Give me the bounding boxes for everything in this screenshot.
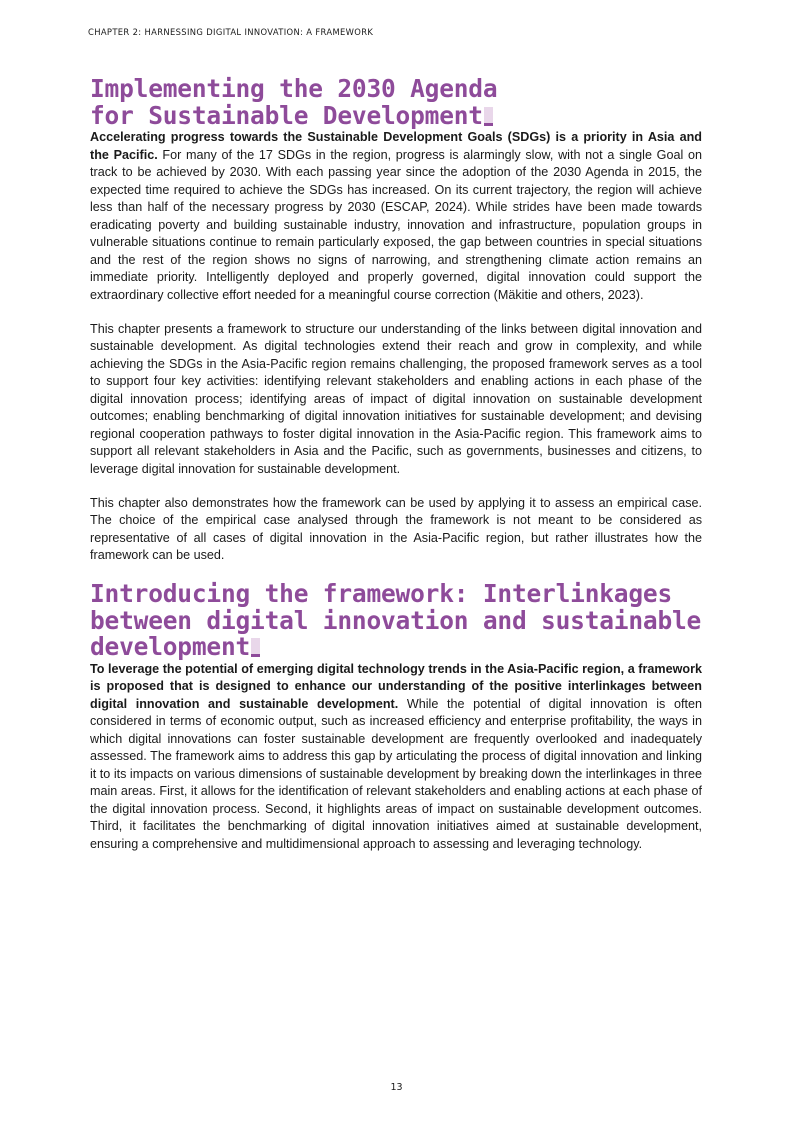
section-title-introducing-framework [90, 581, 702, 661]
section-title-implementing-agenda [90, 76, 702, 129]
section-title-text: for Sustainable Development [90, 100, 483, 130]
paragraph-body: While the potential of digital innovation is often considered in terms of economic output, such as increased efficiency and enterprise profitability, the ways in which digital innovations can foster sustainable development are frequently overlooked and inadequately assessed. The framework aims to address this gap by articulating the process of digital innovation and linking it to its impacts on various dimensions of sustainable development by breaking down the interlinkages in three main areas. First, it allows for the identification of relevant stakeholders and enabling actions at each phase of the digital innovation process. Second, it highlights areas of impact on sustainable development outcomes. Third, it facilitates the benchmarking of digital innovation initiatives aimed at sustainable development, ensuring a comprehensive and multidimensional approach to assessing and leveraging technology. [90, 696, 702, 851]
cursor-block-icon [251, 638, 260, 657]
page-content [90, 76, 702, 870]
paragraph-empirical-case: This chapter also demonstrates how the framework can be used by applying it to assess an empirical case. The choice of the empirical case analysed through the framework is not meant to be considered as representative of all cases of digital innovation in the Asia-Pacific region, but rather illustrates how the framework can be used. [90, 495, 702, 562]
section-title-line: Implementing the 2030 Agenda [90, 74, 498, 103]
paragraph-framework-interlinkages [90, 661, 702, 854]
running-header: CHAPTER 2: HARNESSING DIGITAL INNOVATION: A FRAMEWORK [88, 27, 374, 37]
section-title-line: between digital innovation and sustainable [90, 605, 702, 635]
section-title-line [90, 634, 702, 661]
page-number: 13 [390, 1082, 403, 1093]
paragraph-lead-bold: To leverage the potential of emerging digital technology trends in the Asia-Pacific region, a framework is proposed that is designed to enhance our understanding of the positive interlinkages between digital innovation and sustainable development. [90, 661, 702, 711]
cursor-block-icon [484, 107, 493, 126]
paragraph-lead-bold: Accelerating progress towards the Sustainable Development Goals (SDGs) is a priority in Asia and the Pacific. [90, 130, 702, 162]
paragraph-framework-purpose: This chapter presents a framework to structure our understanding of the links between digital innovation and sustainable development. As digital technologies extend their reach and grow in complexity, and while achieving the SDGs in the Asia-Pacific region remains challenging, the proposed framework serves as a tool to support four key activities: identifying relevant stakeholders and enabling actions in each phase of the digital innovation process; identifying areas of impact of digital innovation on sustainable development outcomes; enabling benchmarking of digital innovation initiatives for sustainable development; and devising regional cooperation pathways to foster digital innovation in the Asia-Pacific region. This framework aims to support all relevant stakeholders in Asia and the Pacific, such as governments, businesses and citizens, to leverage digital innovation for sustainable development. [90, 321, 702, 476]
paragraph-body: For many of the 17 SDGs in the region, progress is alarmingly slow, with not a single Goal on track to be achieved by 2030. With each passing year since the adoption of the 2030 Agenda in 2015, the expected time required to achieve the SDGs has increased. On its current trajectory, the region will achieve less than half of the necessary progress by 2030 (ESCAP, 2024). While strides have been made towards eradicating poverty and building sustainable industry, innovation and infrastructure, population groups in vulnerable situations continue to remain particularly exposed, the gap between countries in special situations and the rest of the region shows no signs of narrowing, and strengthening climate action remains an immediate priority. Intelligently deployed and properly governed, digital innovation could support the extraordinary collective effort needed for a meaningful course correction (Mäkitie and others, 2023). [90, 147, 702, 302]
paragraph-sdg-priority [90, 129, 702, 304]
section-title-line: Introducing the framework: Interlinkages [90, 579, 673, 608]
section-title-line [90, 100, 702, 130]
section-title-text: development [90, 632, 251, 661]
